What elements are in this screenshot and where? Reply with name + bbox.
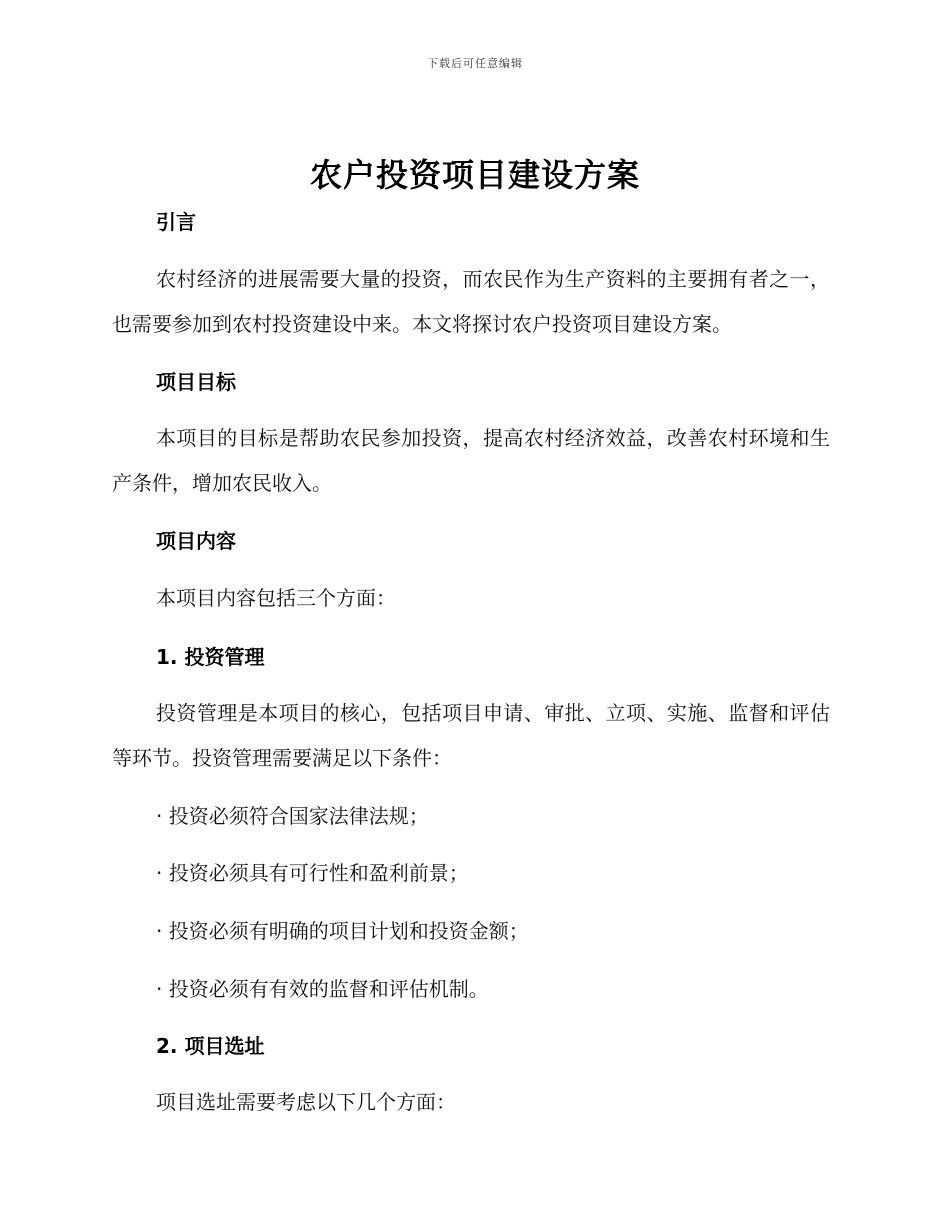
bullet-item: · 投资必须有有效的监督和评估机制。 <box>156 977 489 1001</box>
bullet-item: · 投资必须具有可行性和盈利前景； <box>156 861 469 885</box>
goal-heading: 项目目标 <box>156 370 236 394</box>
intro-paragraph: 农村经济的进展需要大量的投资，而农民作为生产资料的主要拥有者之一，也需要参加到农村投资建设中来。本文将探讨农户投资项目建设方案。 <box>112 267 830 336</box>
document-title: 农户投资项目建设方案 <box>309 156 640 194</box>
intro-heading: 引言 <box>156 210 196 234</box>
investment-paragraph: 投资管理是本项目的核心，包括项目申请、审批、立项、实施、监督和评估等环节。投资管理需要满足以下条件： <box>112 701 830 770</box>
goal-paragraph: 本项目的目标是帮助农民参加投资，提高农村经济效益，改善农村环境和生产条件，增加农民收入。 <box>112 426 830 495</box>
bullet-item: · 投资必须有明确的项目计划和投资金额； <box>156 919 529 943</box>
bullet-item: · 投资必须符合国家法律法规； <box>156 804 429 828</box>
site-paragraph: 项目选址需要考虑以下几个方面： <box>156 1090 456 1114</box>
header-note: 下载后可任意编辑 <box>427 57 523 70</box>
content-heading: 项目内容 <box>156 529 236 553</box>
site-heading: 2. 项目选址 <box>156 1034 265 1058</box>
investment-heading: 1. 投资管理 <box>156 645 265 669</box>
content-paragraph: 本项目内容包括三个方面： <box>156 586 396 610</box>
